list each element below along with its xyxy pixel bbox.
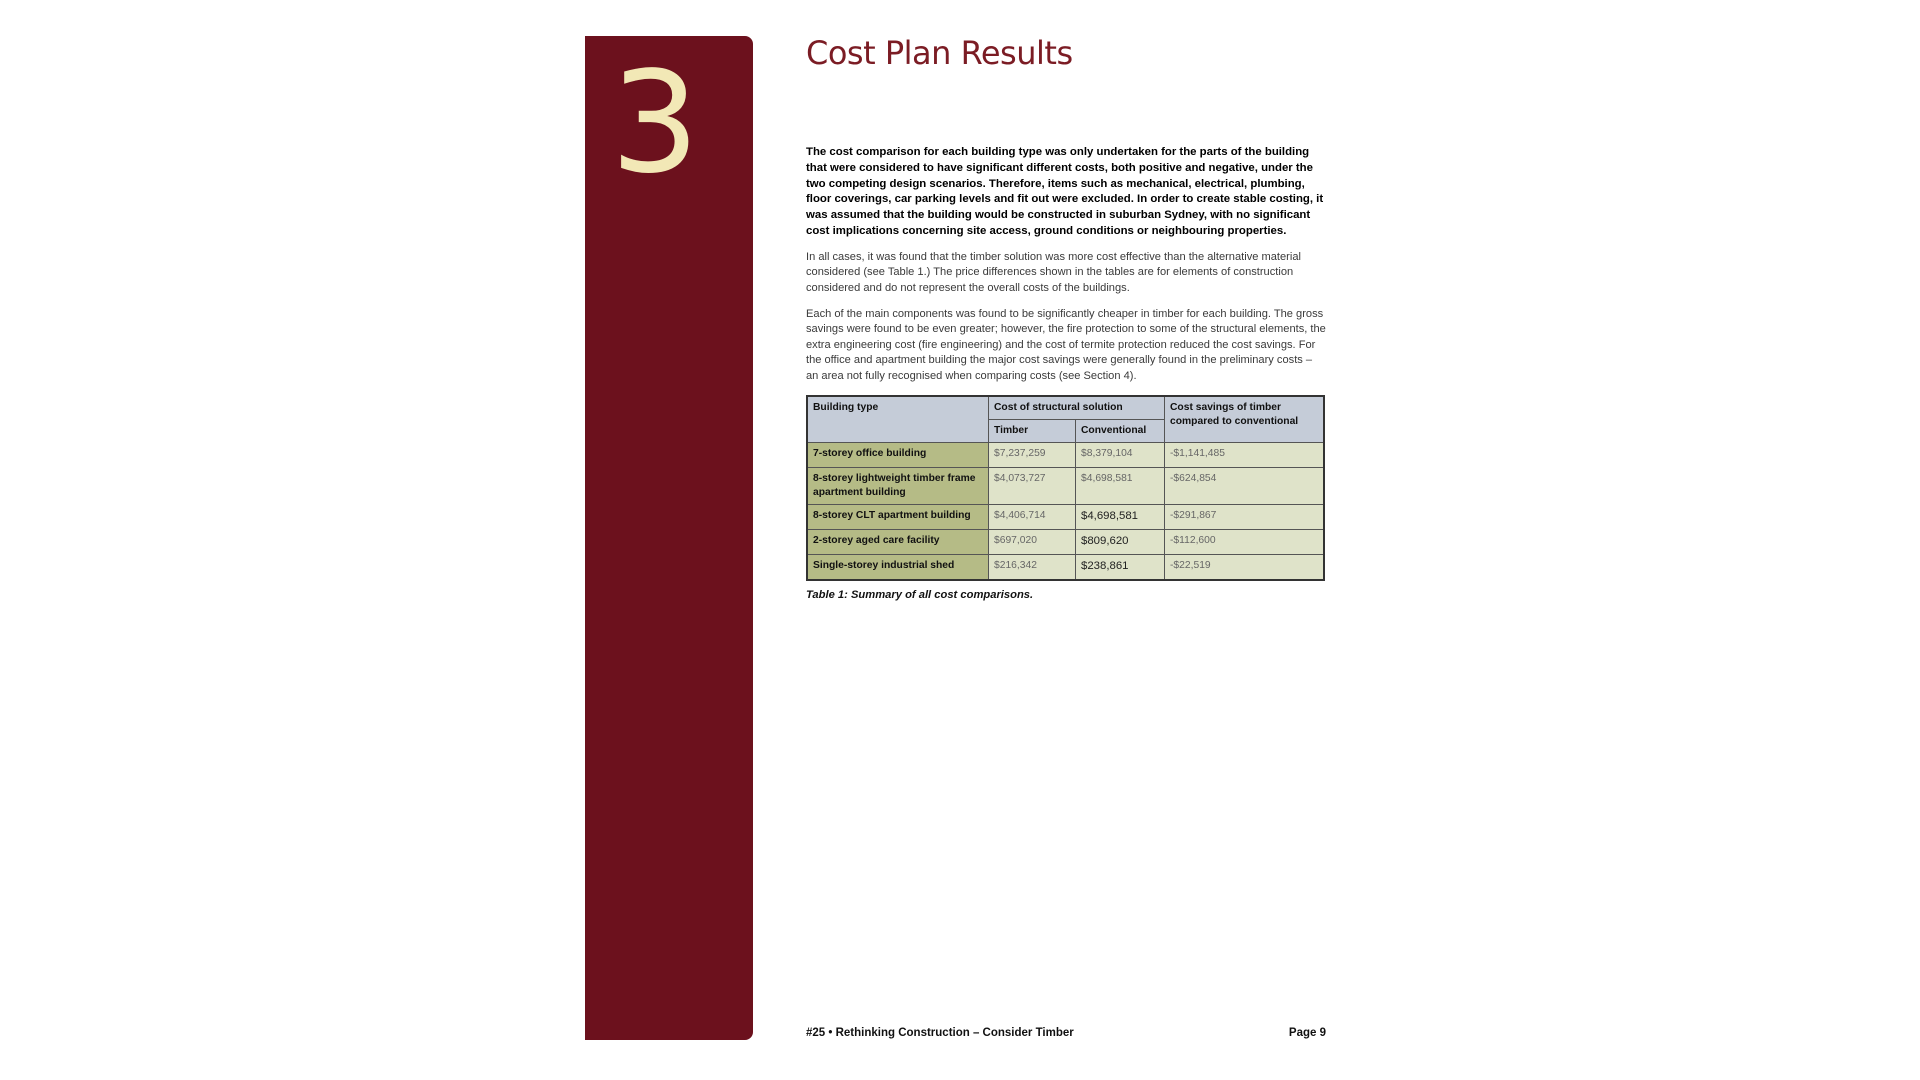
page-title: Cost Plan Results bbox=[806, 34, 1073, 72]
table-row bbox=[807, 554, 1324, 580]
table-header-row bbox=[807, 396, 1324, 420]
header-conventional: Conventional bbox=[1076, 419, 1165, 442]
conventional-cost-cell: $4,698,581 bbox=[1076, 467, 1165, 504]
timber-cost-cell: $697,020 bbox=[989, 529, 1076, 554]
body-paragraph-2: Each of the main components was found to be significantly cheaper in timber for each building. The gross savings were found to be even greater; however, the fire protection to some of the structural elements, the extra engineering cost (fire engineering) and the cost of termite protection reduced the cost savings. For the office and apartment building the major cost savings were generally found in the preliminary costs – an area not fully recognised when comparing costs (see Section 4). bbox=[806, 307, 1326, 382]
savings-cell: -$22,519 bbox=[1165, 554, 1325, 580]
building-type-cell: Single-storey industrial shed bbox=[807, 554, 989, 580]
intro-paragraph: The cost comparison for each building type was only undertaken for the parts of the building that were considered to have significant different costs, both positive and negative, under the two competing design scenarios. Therefore, items such as mechanical, electrical, plumbing, floor coverings, car parking levels and fit out were excluded. In order to create stable costing, it was assumed that the building would be constructed in suburban Sydney, with no significant cost implications concerning site access, ground conditions or neighbouring properties. bbox=[806, 146, 1324, 237]
building-type-cell: 8-storey lightweight timber frame apartment building bbox=[807, 467, 989, 504]
cost-comparison-table bbox=[806, 395, 1325, 581]
table-row bbox=[807, 529, 1324, 554]
timber-cost-cell: $4,073,727 bbox=[989, 467, 1076, 504]
timber-cost-cell: $7,237,259 bbox=[989, 442, 1076, 467]
building-type-cell: 2-storey aged care facility bbox=[807, 529, 989, 554]
building-type-cell: 7-storey office building bbox=[807, 442, 989, 467]
chapter-sidebar bbox=[585, 36, 753, 1040]
timber-cost-cell: $4,406,714 bbox=[989, 504, 1076, 529]
footer-page-number: Page 9 bbox=[1288, 1027, 1326, 1039]
body-paragraph-1: In all cases, it was found that the timber solution was more cost effective than the alternative material considered (see Table 1.) The price differences shown in the tables are for elements of construction considered and do not represent the overall costs of the buildings. bbox=[806, 250, 1301, 294]
timber-cost-cell: $216,342 bbox=[989, 554, 1076, 580]
header-structural-cost: Cost of structural solution bbox=[989, 396, 1165, 420]
main-content bbox=[806, 145, 1326, 601]
building-type-cell: 8-storey CLT apartment building bbox=[807, 504, 989, 529]
header-savings: Cost savings of timber compared to conventional bbox=[1165, 396, 1325, 443]
header-building-type: Building type bbox=[807, 396, 989, 443]
table-row bbox=[807, 467, 1324, 504]
conventional-cost-cell: $809,620 bbox=[1076, 529, 1165, 554]
savings-cell: -$112,600 bbox=[1165, 529, 1325, 554]
savings-cell: -$1,141,485 bbox=[1165, 442, 1325, 467]
footer-publication: #25 • Rethinking Construction – Consider Timber bbox=[806, 1027, 1074, 1039]
header-timber: Timber bbox=[989, 419, 1076, 442]
savings-cell: -$291,867 bbox=[1165, 504, 1325, 529]
table-row bbox=[807, 442, 1324, 467]
table-row bbox=[807, 504, 1324, 529]
conventional-cost-cell: $4,698,581 bbox=[1076, 504, 1165, 529]
chapter-number: 3 bbox=[610, 42, 700, 205]
table-caption: Table 1: Summary of all cost comparisons. bbox=[806, 588, 1034, 601]
conventional-cost-cell: $8,379,104 bbox=[1076, 442, 1165, 467]
savings-cell: -$624,854 bbox=[1165, 467, 1325, 504]
conventional-cost-cell: $238,861 bbox=[1076, 554, 1165, 580]
